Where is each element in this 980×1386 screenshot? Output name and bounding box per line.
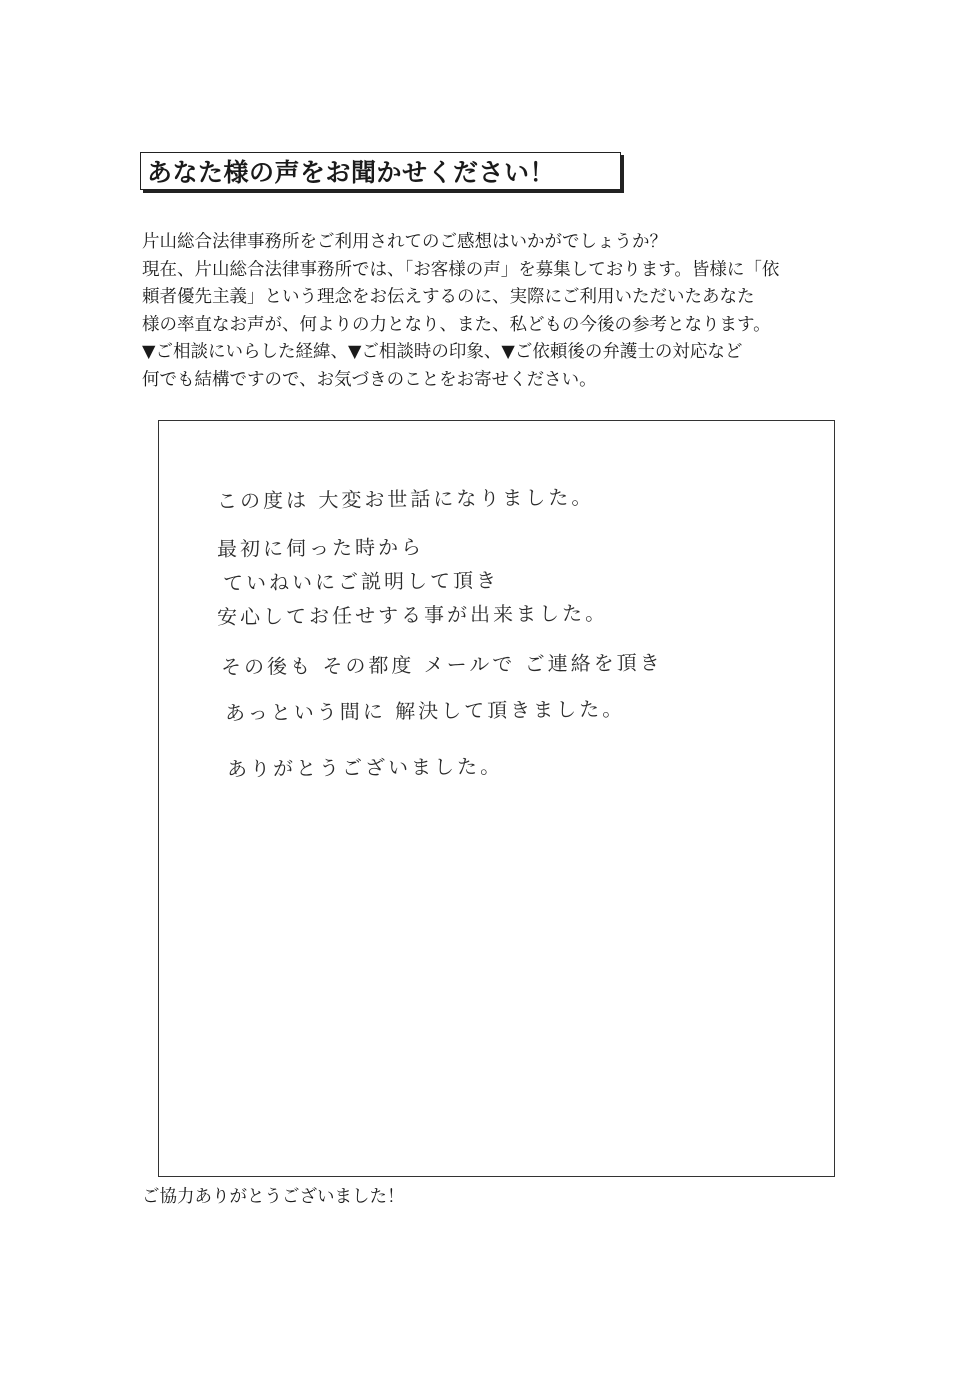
heading-box — [140, 152, 621, 190]
handwritten-line: あっという間に 解決して頂きました。 — [224, 696, 626, 725]
handwritten-line: この度は 大変お世話になりました。 — [216, 485, 595, 513]
intro-line: 現在、片山総合法律事務所では、「お客様の声」を募集しております。皆様に「依 — [142, 259, 780, 280]
intro-line: 片山総合法律事務所をご利用されてのご感想はいかがでしょうか？ — [142, 232, 667, 252]
intro-line: 頼者優先主義」という理念をお伝えするのに、実際にご利用いただいたあなた — [142, 287, 755, 308]
intro-line: ▼ご相談にいらした経緯、▼ご相談時の印象、▼ご依頼後の弁護士の対応など — [142, 342, 743, 363]
intro-text — [142, 229, 852, 395]
handwritten-line: 最初に伺った時から — [216, 534, 425, 561]
handwritten-line: ていねいにご説明して頂き — [222, 568, 500, 595]
response-box — [158, 420, 835, 1177]
intro-line: 何でも結構ですので、お気づきのことをお寄せください。 — [142, 369, 597, 390]
intro-line: 様の率直なお声が、何よりの力となり、また、私どもの今後の参考となります。 — [142, 314, 771, 335]
page-title: あなた様の声をお聞かせください！ — [147, 158, 556, 187]
handwritten-line: ありがとうございました。 — [226, 754, 504, 781]
handwritten-line: その後も その都度 メールで ご連絡を頂き — [220, 650, 663, 679]
footer-thanks: ご協力ありがとうございました！ — [142, 1187, 405, 1207]
handwritten-line: 安心してお任せする事が出来ました。 — [216, 600, 609, 629]
